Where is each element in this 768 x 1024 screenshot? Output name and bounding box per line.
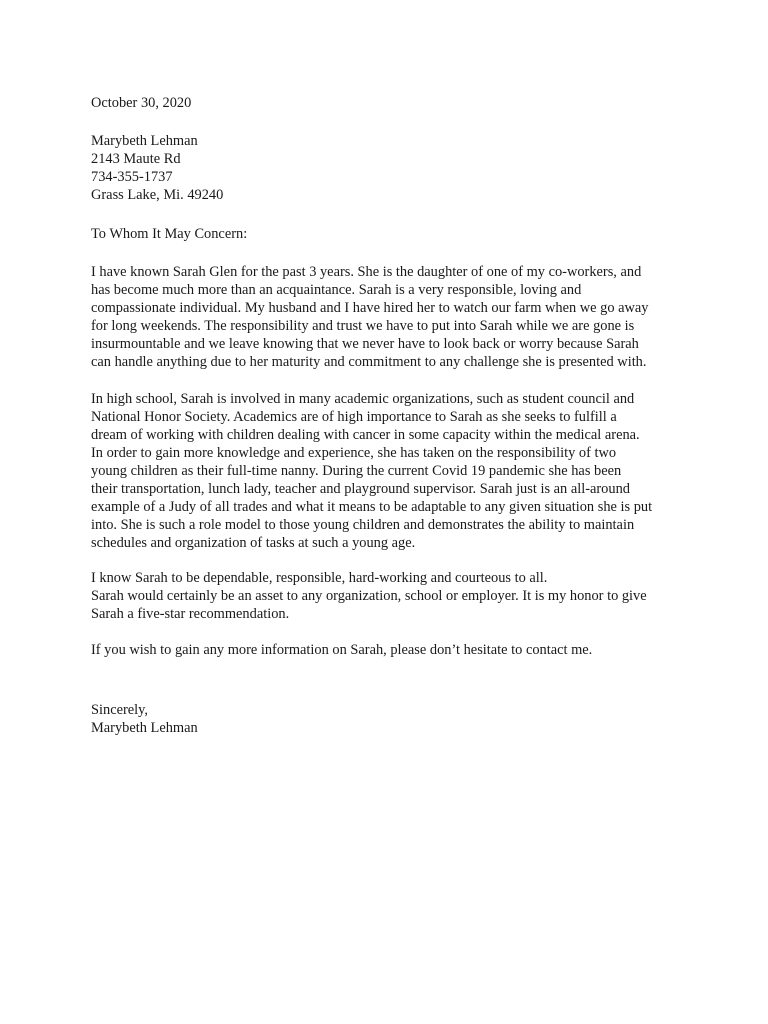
paragraph-line: If you wish to gain any more information on Sarah, please don’t hesitate to contact me.	[91, 642, 593, 658]
paragraph-line: In high school, Sarah is involved in many academic organizations, such as student council and	[91, 391, 635, 407]
paragraph-line: young children as their full-time nanny. During the current Covid 19 pandemic she has been	[91, 463, 622, 479]
paragraph-line: National Honor Society. Academics are of high importance to Sarah as she seeks to fulfill a	[91, 409, 617, 425]
paragraph-line: Sarah a five-star recommendation.	[91, 606, 290, 622]
paragraph-line: can handle anything due to her maturity and commitment to any challenge she is presented with.	[91, 354, 647, 370]
signature-name: Marybeth Lehman	[91, 720, 198, 736]
paragraph-line: their transportation, lunch lady, teacher and playground supervisor. Sarah just is an all-around	[91, 481, 630, 497]
closing: Sincerely,	[91, 702, 149, 718]
paragraph-line: has become much more than an acquaintance. Sarah is a very responsible, loving and	[91, 282, 582, 298]
paragraph-line: insurmountable and we leave knowing that we never have to look back or worry because Sarah	[91, 336, 639, 352]
sender-street: 2143 Maute Rd	[91, 151, 181, 167]
salutation: To Whom It May Concern:	[91, 226, 248, 242]
paragraph-line: In order to gain more knowledge and experience, she has taken on the responsibility of two	[91, 445, 617, 461]
sender-phone: 734-355-1737	[91, 169, 173, 185]
sender-city: Grass Lake, Mi. 49240	[91, 187, 224, 203]
sender-name: Marybeth Lehman	[91, 133, 198, 149]
paragraph-line: schedules and organization of tasks at such a young age.	[91, 535, 416, 551]
paragraph-line: compassionate individual. My husband and I have hired her to watch our farm when we go away	[91, 300, 649, 316]
paragraph-line: Sarah would certainly be an asset to any organization, school or employer. It is my honor to give	[91, 588, 647, 604]
paragraph-line: I have known Sarah Glen for the past 3 years. She is the daughter of one of my co-workers, and	[91, 264, 642, 280]
paragraph-line: dream of working with children dealing with cancer in some capacity within the medical arena.	[91, 427, 640, 443]
paragraph-line: for long weekends. The responsibility and trust we have to put into Sarah while we are gone is	[91, 318, 635, 334]
paragraph-line: example of a Judy of all trades and what it means to be adaptable to any given situation she is put	[91, 499, 653, 515]
paragraph-line: I know Sarah to be dependable, responsible, hard-working and courteous to all.	[91, 570, 548, 586]
letter-date: October 30, 2020	[91, 95, 192, 111]
paragraph-line: into. She is such a role model to those young children and demonstrates the ability to maintain	[91, 517, 635, 533]
